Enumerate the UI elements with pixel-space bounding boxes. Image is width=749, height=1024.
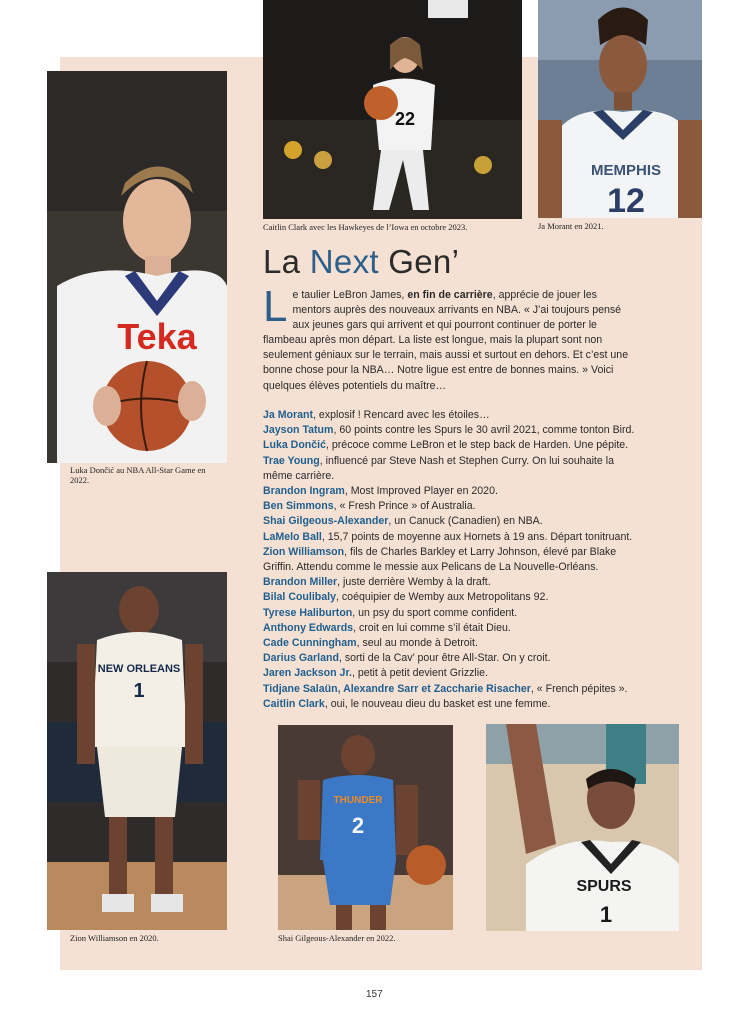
- jersey-team-zion: NEW ORLEANS: [97, 663, 181, 675]
- illustration-wembanyama: [486, 724, 679, 931]
- player-name: Shai Gilgeous-Alexander: [263, 515, 389, 528]
- jersey-number-zion: 1: [133, 680, 145, 702]
- jersey-team-ja: MEMPHIS: [590, 162, 662, 179]
- jersey-team-shai: THUNDER: [333, 795, 383, 806]
- jersey-number-wemby: 1: [599, 902, 613, 927]
- player-name: Ben Simmons: [263, 500, 334, 513]
- title-suffix: Gen’: [378, 243, 460, 280]
- player-description: , seul au monde à Detroit.: [356, 637, 478, 650]
- player-list: [263, 408, 643, 712]
- player-name: Brandon Ingram: [263, 485, 345, 498]
- player-description: , « Fresh Prince » of Australia.: [333, 500, 476, 513]
- drop-cap: L: [263, 282, 288, 331]
- player-description: , un Canuck (Canadien) en NBA.: [388, 515, 543, 528]
- player-entry: [263, 621, 643, 636]
- player-description: , sorti de la Cav’ pour être All-Star. On y croit.: [338, 652, 551, 665]
- player-name: Tidjane Salaün, Alexandre Sarr et Zaccharie Risacher: [263, 682, 531, 695]
- player-name: Bilal Coulibaly: [263, 591, 336, 604]
- page-number: 157: [366, 989, 383, 1000]
- photo-zion-williamson: [47, 572, 227, 930]
- player-description: , croit en lui comme s’il était Dieu.: [353, 621, 511, 634]
- player-name: Tyrese Haliburton: [263, 606, 353, 619]
- caption-luka: Luka Dončić au NBA All-Star Game en 2022.: [70, 465, 206, 485]
- player-entry: [263, 666, 643, 681]
- player-entry: [263, 530, 643, 545]
- player-entry: [263, 575, 643, 590]
- player-name: Jayson Tatum: [263, 424, 334, 437]
- player-entry: [263, 454, 643, 484]
- intro-text-1: e taulier LeBron James,: [292, 289, 408, 301]
- player-description: , précoce comme LeBron et le step back de Harden. Une pépite.: [326, 439, 629, 452]
- player-entry: [263, 697, 643, 712]
- player-name: Trae Young: [263, 454, 320, 467]
- caption-ja: Ja Morant en 2021.: [538, 221, 604, 231]
- player-name: Ja Morant: [263, 409, 314, 421]
- intro-paragraph: [263, 282, 638, 394]
- player-entry: [263, 499, 643, 514]
- caption-shai: Shai Gilgeous-Alexander en 2022.: [278, 933, 396, 943]
- player-name: Anthony Edwards: [263, 621, 354, 634]
- player-entry: [263, 651, 643, 666]
- player-description: , « French pépites ».: [530, 682, 628, 695]
- player-entry: [263, 423, 643, 438]
- jersey-number-ja: 12: [607, 182, 645, 218]
- player-name: Luka Dončić: [263, 439, 326, 452]
- player-description: , 15,7 points de moyenne aux Hornets à 19 ans. Départ tonitruant.: [321, 530, 633, 543]
- player-name: Cade Cunningham: [263, 637, 357, 650]
- player-description: , coéquipier de Wemby aux Metropolitans 92.: [336, 591, 549, 604]
- player-entry: [263, 636, 643, 651]
- photo-shai-gilgeous-alexander: [278, 725, 453, 930]
- jersey-number-shai: 2: [351, 813, 365, 838]
- player-description: , influencé par Steve Nash et Stephen Curry. On lui souhaite la même carrière.: [263, 454, 614, 482]
- player-entry: [263, 682, 643, 697]
- player-description: , explosif ! Rencard avec les étoiles…: [313, 409, 490, 421]
- caption-caitlin: Caitlin Clark avec les Hawkeyes de l’Iowa en octobre 2023.: [263, 222, 468, 232]
- player-entry: [263, 514, 643, 529]
- player-name: Caitlin Clark: [263, 697, 325, 710]
- player-description: , juste derrière Wemby à la draft.: [337, 576, 491, 589]
- player-name: Brandon Miller: [263, 576, 338, 589]
- player-name: Jaren Jackson Jr.: [263, 667, 352, 680]
- player-entry: [263, 484, 643, 499]
- player-description: , 60 points contre les Spurs le 30 avril 2021, comme tonton Bird.: [333, 424, 635, 437]
- title-prefix: La: [263, 243, 310, 280]
- player-description: , oui, le nouveau dieu du basket est une femme.: [324, 697, 551, 710]
- player-entry: [263, 606, 643, 621]
- player-description: , fils de Charles Barkley et Larry Johnson, élevé par Blake Griffin. Attendu comme le messie aux Pelicans de La Nouvelle-Orléans.: [263, 545, 617, 574]
- jersey-number-caitlin: 22: [394, 109, 416, 129]
- player-name: Darius Garland: [263, 652, 339, 665]
- title-accent: Next: [309, 243, 379, 280]
- photo-caitlin-clark: [263, 0, 522, 219]
- player-description: , un psy du sport comme confident.: [352, 606, 518, 619]
- player-entry: [263, 438, 643, 453]
- photo-luka-doncic: [47, 71, 227, 463]
- photo-ja-morant: [538, 0, 702, 218]
- intro-bold: en fin de carrière: [407, 289, 493, 301]
- player-name: LaMelo Ball: [263, 530, 322, 543]
- player-description: , Most Improved Player en 2020.: [344, 485, 498, 498]
- player-entry: [263, 545, 643, 575]
- intro-text-2: , apprécie de jouer les mentors auprès des nouveaux arrivants en NBA. « J’ai toujours pensé aux jeunes gars qui arrivent et qui pourront continuer de porter le flambeau après mon départ. La liste est longue, mais la plupart sont non seulement géniaux sur le terrain, mais aussi et surtout en dehors. Et c’est une bonne chose pour la NBA… Notre ligue est entre de bonnes mains. » Voici quelques élèves potentiels du maître…: [263, 289, 629, 392]
- player-name: Zion Williamson: [263, 545, 345, 558]
- player-description: , petit à petit devient Grizzlie.: [351, 667, 488, 680]
- player-entry: [263, 590, 643, 605]
- jersey-team-wemby: SPURS: [576, 878, 632, 895]
- jersey-sponsor-text: Teka: [117, 316, 197, 357]
- article-title: [263, 243, 459, 281]
- caption-zion: Zion Williamson en 2020.: [70, 933, 159, 943]
- player-entry: [263, 408, 643, 423]
